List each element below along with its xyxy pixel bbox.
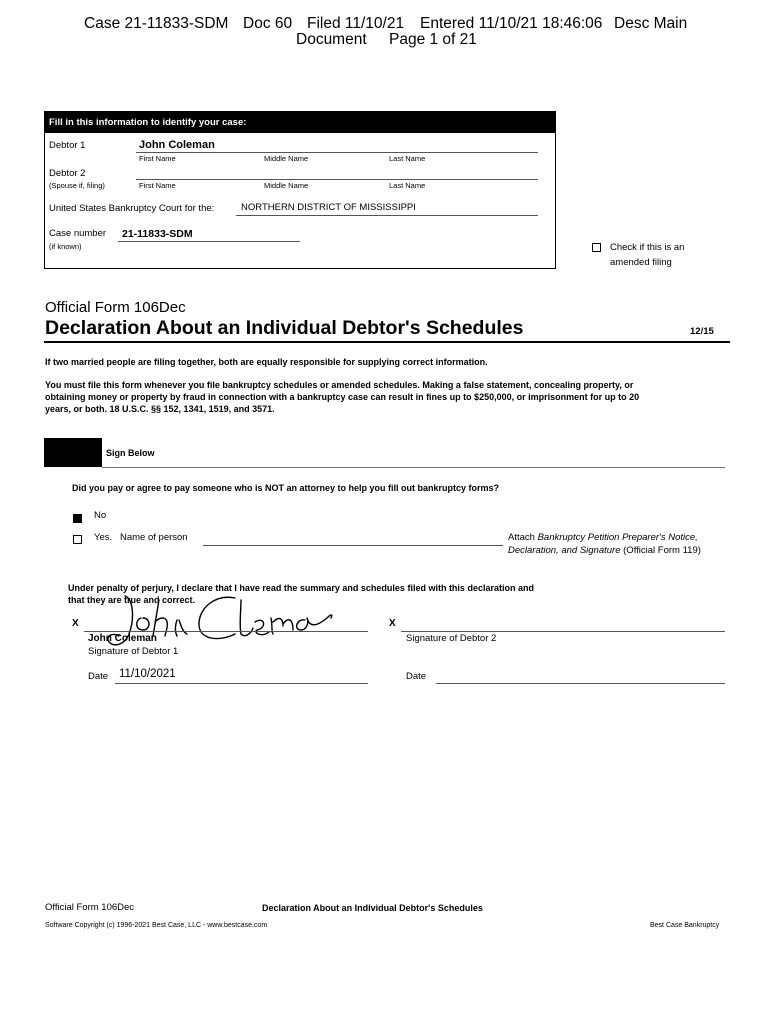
amended-filing-label-1: Check if this is an [610,242,685,253]
name-of-person-line[interactable] [203,545,503,546]
penalty-statement-line-1: Under penalty of perjury, I declare that I have read the summary and schedules filed with this declaration and [68,583,534,593]
debtor2-line [136,179,538,180]
amended-filing-label-2: amended filing [610,257,672,268]
footer-form-title: Declaration About an Individual Debtor's Schedules [262,903,483,913]
header-page: Page 1 of 21 [389,31,477,48]
section-tab [44,438,102,467]
case-info-box [44,111,556,269]
name-of-person-label: Name of person [120,532,188,543]
court-line [236,215,538,216]
footer-copyright: Software Copyright (c) 1996-2021 Best Case, LLC - www.bestcase.com [45,922,268,929]
header-document: Document [296,31,367,48]
debtor2-signature-caption: Signature of Debtor 2 [406,633,497,644]
footer-form-code: Official Form 106Dec [45,902,135,913]
debtor1-first-name-caption: First Name [139,154,176,163]
debtor2-label: Debtor 2 [49,168,86,179]
court-value: NORTHERN DISTRICT OF MISSISSIPPI [241,202,416,213]
intro-warning-line-2: obtaining money or property by fraud in connection with a bankruptcy case can result in fines up to $250,000, or imprisonment for up to 20 [45,392,640,402]
debtor1-name: John Coleman [139,139,215,151]
debtor2-last-name-caption: Last Name [389,181,426,190]
debtor2-date-label: Date [406,671,427,682]
yes-checkbox[interactable] [73,535,82,544]
form-code: Official Form 106Dec [45,299,186,316]
intro-married-filing: If two married people are filing together, both are equally responsible for supplying correct information. [45,357,488,367]
if-known-note: (if known) [49,242,82,251]
debtor1-printed-name: John Coleman [88,633,157,644]
spouse-note: (Spouse if, filing) [49,181,105,190]
debtor2-first-name-caption: First Name [139,181,176,190]
yes-label: Yes. [94,532,113,543]
amended-filing-checkbox[interactable] [592,243,601,252]
form-version: 12/15 [690,326,714,337]
debtor1-last-name-caption: Last Name [389,154,426,163]
court-label: United States Bankruptcy Court for the: [49,203,215,214]
debtor1-signature-caption: Signature of Debtor 1 [88,646,179,657]
header-filed: Filed 11/10/21 [307,15,405,32]
case-number-value: 21-11833-SDM [122,228,193,240]
debtor2-x-mark: X [389,618,396,629]
no-label: No [94,510,107,521]
debtor1-middle-name-caption: Middle Name [264,154,309,163]
debtor1-x-mark: X [72,618,79,629]
footer-brand: Best Case Bankruptcy [650,922,720,929]
intro-warning-line-3: years, or both. 18 U.S.C. §§ 152, 1341, 1519, and 3571. [45,404,275,414]
debtor2-signature-line[interactable] [401,631,725,632]
case-number-line [118,241,300,242]
form-title: Declaration About an Individual Debtor's Schedules [45,317,524,339]
debtor2-middle-name-caption: Middle Name [264,181,309,190]
header-entered: Entered 11/10/21 18:46:06 [420,15,603,32]
debtor1-signature-line[interactable] [84,631,368,632]
case-info-banner-text: Fill in this information to identify your case: [49,117,247,128]
debtor2-date-line[interactable] [436,683,725,684]
attach-note-line-2: Declaration, and Signature (Official Form 119) [508,545,701,556]
section-title: Sign Below [106,448,155,458]
attach-note-line-1: Attach Bankruptcy Petition Preparer's Notice, [508,532,698,543]
case-number-label: Case number [49,228,107,239]
debtor1-date-value: 11/10/2021 [119,668,176,680]
preparer-question: Did you pay or agree to pay someone who is NOT an attorney to help you fill out bankruptcy forms? [72,483,500,493]
header-case: Case 21-11833-SDM [84,15,229,32]
debtor1-date-line[interactable] [115,683,368,684]
header-desc: Desc Main [614,15,688,32]
debtor1-date-label: Date [88,671,109,682]
debtor1-label: Debtor 1 [49,140,86,151]
intro-warning-line-1: You must file this form whenever you file bankruptcy schedules or amended schedules. Making a false statement, concealing property, or [45,380,634,390]
penalty-statement-line-2: that they are true and correct. [68,595,196,605]
title-rule [44,341,730,343]
no-checkbox[interactable] [73,514,82,523]
header-doc: Doc 60 [243,15,293,32]
section-rule [102,467,725,468]
debtor1-line [136,152,538,153]
